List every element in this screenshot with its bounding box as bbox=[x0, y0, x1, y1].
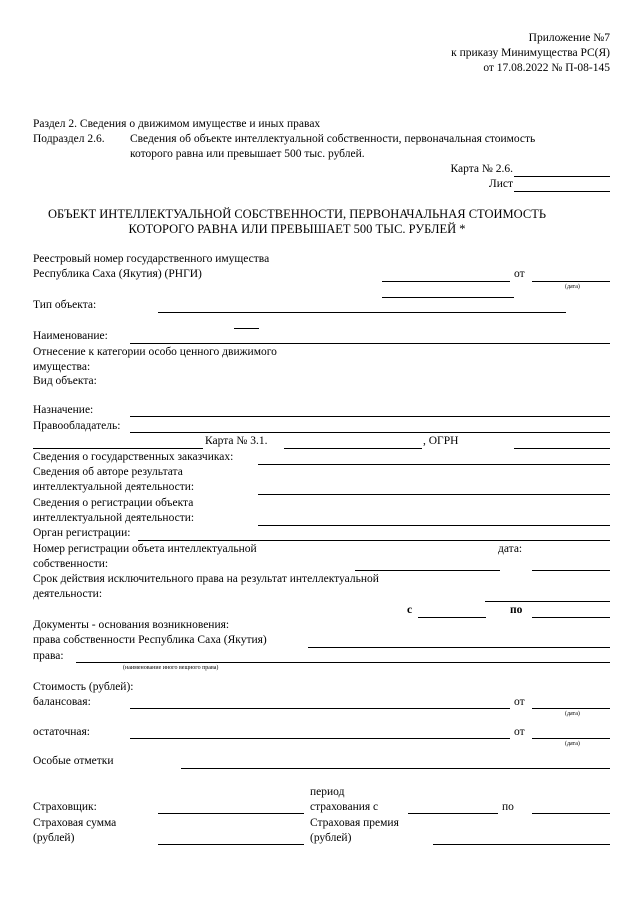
registry-number-line[interactable] bbox=[382, 281, 510, 282]
sheet-line[interactable] bbox=[514, 191, 610, 192]
insurer-line[interactable] bbox=[158, 813, 304, 814]
section-title: Раздел 2. Сведения о движимом имуществе и иных правах bbox=[33, 118, 321, 130]
balance-ot-label: от bbox=[514, 696, 525, 708]
registration-org-label: Орган регистрации: bbox=[33, 527, 131, 539]
customers-label: Сведения о государственных заказчиках: bbox=[33, 451, 234, 463]
reg-number-label-line2: собственности: bbox=[33, 558, 109, 570]
object-kind-label: Вид объекта: bbox=[33, 375, 97, 387]
form-heading-line2: КОТОРОГО РАВНА ИЛИ ПРЕВЫШАЕТ 500 ТЫС. РУБЛЕЙ * bbox=[128, 222, 466, 236]
insurance-from-line[interactable] bbox=[408, 813, 498, 814]
purpose-label: Назначение: bbox=[33, 404, 94, 416]
right-hint: (наименование иного вещного права) bbox=[123, 665, 219, 671]
registration-org-line[interactable] bbox=[138, 540, 610, 541]
holder-label: Правообладатель: bbox=[33, 420, 121, 432]
special-notes-label: Особые отметки bbox=[33, 755, 114, 767]
residual-date-line[interactable] bbox=[532, 738, 610, 739]
order-reference: к приказу Минимущества РС(Я) bbox=[451, 47, 610, 59]
customers-line[interactable] bbox=[258, 464, 610, 465]
subsection-text-line1: Сведения об объекте интеллектуальной собственности, первоначальная стоимость bbox=[130, 133, 536, 145]
ogrn-line[interactable] bbox=[514, 448, 610, 449]
card-number-label: Карта № 2.6. bbox=[450, 163, 513, 175]
reg-date-label: дата: bbox=[498, 543, 523, 555]
card31-line[interactable] bbox=[284, 448, 422, 449]
insurance-sum-line[interactable] bbox=[158, 844, 304, 845]
sheet-label: Лист bbox=[488, 178, 513, 190]
reg-number-label-line1: Номер регистрации объета интеллектуальной bbox=[33, 543, 257, 555]
registry-date-line[interactable] bbox=[532, 281, 610, 282]
category-label-line2: имущества: bbox=[33, 361, 91, 373]
insurance-period-label: период bbox=[310, 786, 345, 798]
reg-date-line[interactable] bbox=[532, 570, 610, 571]
registry-label-line2: Республика Саха (Якутия) (РНГИ) bbox=[33, 268, 202, 280]
residual-cost-label: остаточная: bbox=[33, 726, 90, 738]
author-line[interactable] bbox=[258, 494, 610, 495]
insurance-to-line[interactable] bbox=[532, 813, 610, 814]
registry-label-line1: Реестровый номер государственного имущества bbox=[33, 253, 270, 265]
term-from-line[interactable] bbox=[418, 617, 486, 618]
ownership-right-line[interactable] bbox=[308, 647, 610, 648]
object-type-line[interactable] bbox=[158, 312, 566, 313]
holder-name-line[interactable] bbox=[33, 448, 203, 449]
insurance-sum-label-line1: Страховая сумма bbox=[33, 817, 117, 829]
registration-label-line1: Сведения о регистрации объекта bbox=[33, 497, 194, 509]
insurance-from-label: страхования с bbox=[310, 801, 379, 813]
purpose-line[interactable] bbox=[130, 416, 610, 417]
residual-date-hint: (дата) bbox=[565, 741, 580, 747]
reg-number-line[interactable] bbox=[355, 570, 500, 571]
insurance-premium-line[interactable] bbox=[433, 844, 610, 845]
name-line[interactable] bbox=[130, 343, 610, 344]
name-label: Наименование: bbox=[33, 330, 108, 342]
author-label-line1: Сведения об авторе результата bbox=[33, 466, 183, 478]
insurance-sum-label-line2: (рублей) bbox=[33, 832, 75, 844]
balance-cost-line[interactable] bbox=[130, 708, 510, 709]
right-label: права: bbox=[33, 650, 64, 662]
registry-ot-label: от bbox=[514, 268, 525, 280]
card-number-line[interactable] bbox=[514, 176, 610, 177]
special-notes-line[interactable] bbox=[181, 768, 610, 769]
term-label-line2: деятельности: bbox=[33, 588, 103, 600]
residual-ot-label: от bbox=[514, 726, 525, 738]
registration-line[interactable] bbox=[258, 525, 610, 526]
term-to-label: по bbox=[510, 604, 523, 616]
term-label-line1: Срок действия исключительного права на результат интеллектуальной bbox=[33, 573, 379, 585]
balance-cost-label: балансовая: bbox=[33, 696, 91, 708]
holder-line[interactable] bbox=[130, 432, 610, 433]
registry-date-hint: (дата) bbox=[565, 284, 580, 290]
balance-date-hint: (дата) bbox=[565, 711, 580, 717]
term-to-line[interactable] bbox=[532, 617, 610, 618]
registration-label-line2: интеллектуальной деятельности: bbox=[33, 512, 195, 524]
order-date-number: от 17.08.2022 № П-08-145 bbox=[483, 62, 610, 74]
author-label-line2: интеллектуальной деятельности: bbox=[33, 481, 195, 493]
appendix-number: Приложение №7 bbox=[528, 32, 610, 44]
right-line[interactable] bbox=[76, 662, 610, 663]
category-label-line1: Отнесение к категории особо ценного движимого bbox=[33, 346, 277, 358]
term-from-label: с bbox=[407, 604, 413, 616]
balance-date-line[interactable] bbox=[532, 708, 610, 709]
form-heading-line1: ОБЪЕКТ ИНТЕЛЛЕКТУАЛЬНОЙ СОБСТВЕННОСТИ, ПЕРВОНАЧАЛЬНАЯ СТОИМОСТЬ bbox=[47, 207, 547, 221]
insurance-premium-label-line2: (рублей) bbox=[310, 832, 352, 844]
ownership-right-label: права собственности Республика Саха (Якутия) bbox=[33, 634, 267, 646]
card31-label: Карта № 3.1. bbox=[205, 435, 268, 447]
object-type-extra-line[interactable] bbox=[234, 328, 259, 329]
ogrn-label: , ОГРН bbox=[423, 435, 459, 447]
residual-cost-line[interactable] bbox=[130, 738, 510, 739]
subsection-label: Подраздел 2.6. bbox=[33, 133, 105, 145]
cost-label: Стоимость (рублей): bbox=[33, 681, 134, 693]
insurer-label: Страховщик: bbox=[33, 801, 97, 813]
term-line[interactable] bbox=[485, 601, 610, 602]
object-type-label: Тип объекта: bbox=[33, 299, 97, 311]
registry-extra-line[interactable] bbox=[382, 297, 514, 298]
documents-label: Документы - основания возникновения: bbox=[33, 619, 230, 631]
insurance-premium-label-line1: Страховая премия bbox=[310, 817, 399, 829]
insurance-to-label: по bbox=[502, 801, 514, 813]
subsection-text-line2: которого равна или превышает 500 тыс. рублей. bbox=[130, 148, 365, 160]
